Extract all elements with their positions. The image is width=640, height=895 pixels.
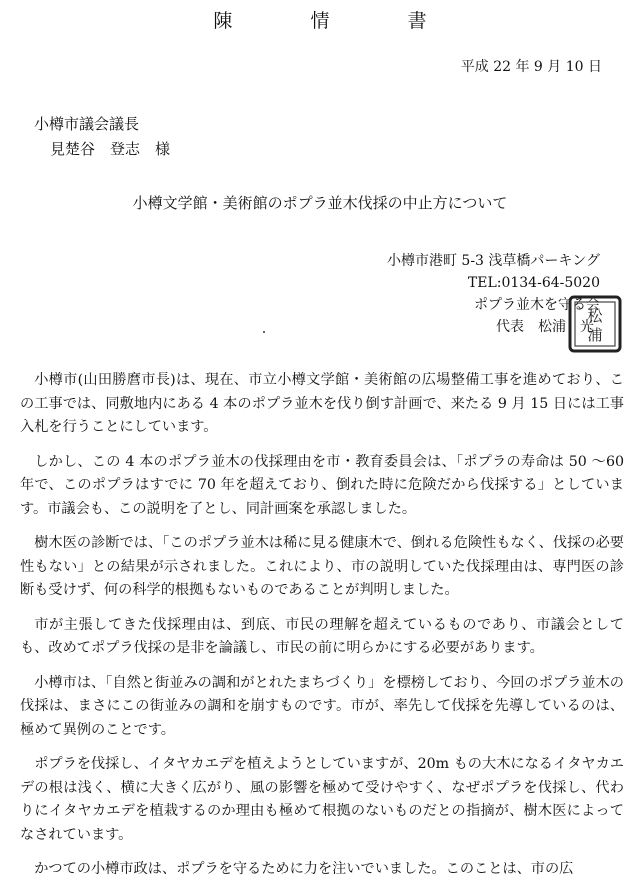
body-text: [20, 369, 624, 893]
title-char: 陳: [213, 10, 233, 32]
sender-tel: TEL:0134-64-5020: [467, 275, 600, 291]
sender-address: 小樽市港町 5-3 浅草橋パーキング: [386, 253, 600, 269]
body-paragraph: 樹木医の診断では、「このポプラ並木は稀に見る健康木で、倒れる危険性もなく、伐採の必要性もない」との結果が示されました。これにより、市の説明していた伐採理由は、専門医の診断も受けず、何の科学的根拠もないものであることが判明しました。: [20, 535, 624, 598]
document-subject: 小樽文学館・美術館のポプラ並木伐採の中止方について: [132, 194, 508, 212]
seal-stamp: [566, 293, 624, 355]
body-paragraph: かつての小樽市政は、ポプラを守るために力を注いでいました。このことは、市の広: [34, 861, 574, 877]
body-paragraph: 小樽市は、「自然と街並みの調和がとれたまちづくり」を標榜しており、今回のポプラ並木の伐採は、まさにこの街並みの調和を崩すものです。市が、率先して伐採を先導しているのは、極めて異例のことです。: [20, 674, 624, 738]
title-char: 書: [407, 10, 427, 32]
addressee-block: [34, 112, 170, 162]
seal-glyph: 松: [587, 307, 603, 325]
seal-glyph: 浦: [587, 326, 603, 344]
scan-speck: [263, 331, 265, 333]
sender-representative: 代表 松浦 光: [496, 319, 594, 335]
body-paragraph: 小樽市(山田勝麿市長)は、現在、市立小樽文学館・美術館の広場整備工事を進めており、この工事では、同敷地内にある 4 本のポプラ並木を伐り倒す計画で、来たる 9 月 15 日には工事入札を行うことにしています。: [20, 372, 624, 435]
body-paragraph: 市が主張してきた伐採理由は、到底、市民の理解を超えているものであり、市議会としても、改めてポプラ伐採の是非を論議し、市民の前に明らかにする必要があります。: [20, 616, 624, 656]
title-char: 情: [310, 10, 330, 32]
body-paragraph: しかし、この 4 本のポプラ並木の伐採理由を市・教育委員会は、「ポプラの寿命は 50 〜60 年で、このポプラはすでに 70 年を超えており、倒れた時に危険だから伐採する」としています。市議会も、この説明を了とし、同計画案を承認しました。: [20, 453, 624, 517]
body-paragraph: ポプラを伐採し、イタヤカエデを植えようとしていますが、20m もの大木になるイタヤカエデの根は浅く、横に大きく広がり、風の影響を極めて受けやすく、なぜポプラを伐採し、代わりにイタヤカエデを植栽するのか理由も極めて根拠のないものだとの指摘が、樹木医によってなされています。: [20, 756, 624, 843]
addressee-org: 小樽市議会議長: [34, 115, 140, 133]
document-date: 平成 22 年 9 月 10 日: [460, 59, 602, 75]
sender-org: ポプラ並木を守る会: [474, 297, 600, 313]
document-title: [0, 6, 640, 33]
addressee-name: 見楚谷 登志 様: [50, 140, 171, 158]
